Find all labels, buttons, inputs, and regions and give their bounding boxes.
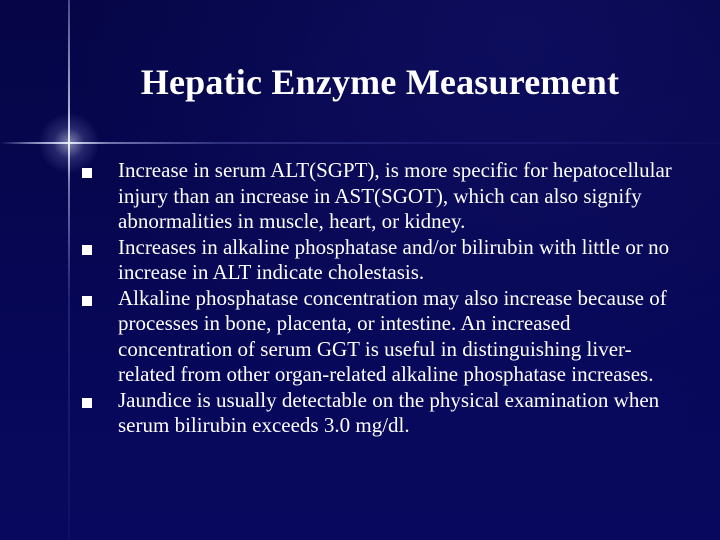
bullet-list xyxy=(82,158,682,439)
bullet-item xyxy=(82,158,682,235)
bullet-item xyxy=(82,388,682,439)
decorative-flare-horizontal xyxy=(0,142,720,144)
bullet-text: Increase in serum ALT(SGPT), is more specific for hepatocellular injury than an increase in AST(SGOT), which can also signify abnormalities in muscle, heart, or kidney. xyxy=(118,158,672,233)
square-bullet-icon xyxy=(82,168,92,178)
bullet-item xyxy=(82,286,682,388)
bullet-text: Jaundice is usually detectable on the physical examination when serum bilirubin exceeds 3.0 mg/dl. xyxy=(118,387,660,437)
bullet-text: Alkaline phosphatase concentration may also increase because of processes in bone, placenta, or intestine. An increased concentration of serum GGT is useful in distinguishing liver-related from other organ-related alkaline phosphatase increases. xyxy=(118,285,667,386)
square-bullet-icon xyxy=(82,398,92,408)
bullet-text: Increases in alkaline phosphatase and/or bilirubin with little or no increase in ALT indicate cholestasis. xyxy=(118,234,670,284)
slide-title: Hepatic Enzyme Measurement xyxy=(140,62,620,102)
bullet-item xyxy=(82,235,682,286)
square-bullet-icon xyxy=(82,245,92,255)
square-bullet-icon xyxy=(82,296,92,306)
